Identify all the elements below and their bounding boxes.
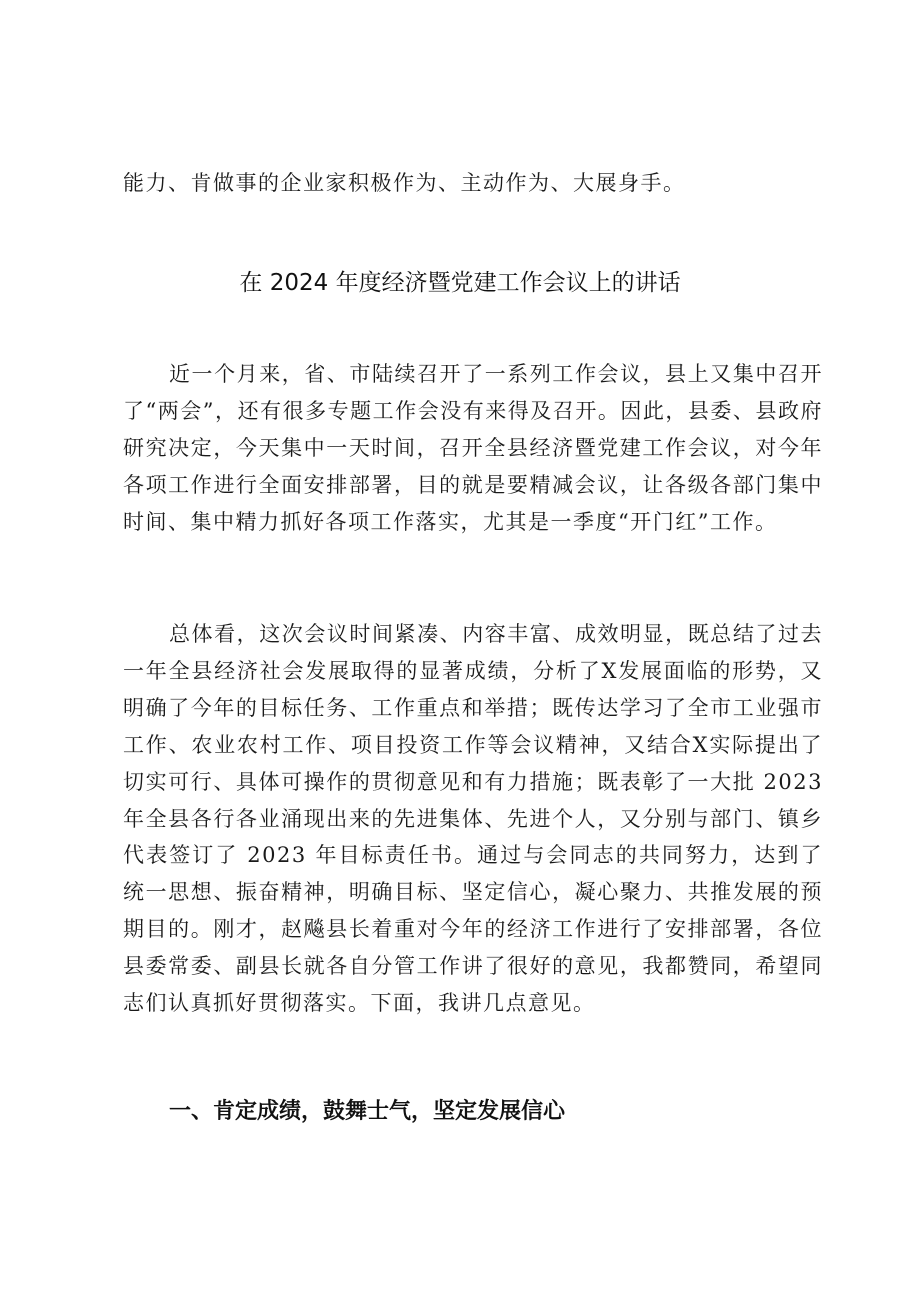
body-paragraph-2: 总体看，这次会议时间紧凑、内容丰富、成效明显，既总结了过去一年全县经济社会发展取得的显著成绩，分析了X发展面临的形势，又明确了今年的目标任务、工作重点和举措；既传达学习了全市工业强市工作、农业农村工作、项目投资工作等会议精神，又结合X实际提出了切实可行、具体可操作的贯彻意见和有力措施；既表彰了一大批 2023 年全县各行各业涌现出来的先进集体、先进个人，又分别与部门、镇乡代表签订了 2023 年目标责任书。通过与会同志的共同努力，达到了统一思想、振奋精神，明确目标、坚定信心，凝心聚力、共推发展的预期目的。刚才，赵飚县长着重对今年的经济工作进行了安排部署，各位县委常委、副县长就各自分管工作讲了很好的意见，我都赞同，希望同志们认真抓好贯彻落实。下面，我讲几点意见。 (123, 622, 823, 1016)
document-title: 在 2024 年度经济暨党建工作会议上的讲话 (239, 270, 681, 296)
body-paragraph-1: 近一个月来，省、市陆续召开了一系列工作会议，县上又集中召开了“两会”，还有很多专题工作会没有来得及召开。因此，县委、县政府研究决定，今天集中一天时间，召开全县经济暨党建工作会议，对今年各项工作进行全面安排部署，目的就是要精减会议，让各级各部门集中时间、集中精力抓好各项工作落实，尤其是一季度“开门红”工作。 (123, 362, 823, 534)
section-heading: 一、肯定成绩，鼓舞士气，坚定发展信心 (169, 1099, 566, 1124)
continuation-text: 能力、肯做事的企业家积极作为、主动作为、大展身手。 (123, 171, 686, 195)
